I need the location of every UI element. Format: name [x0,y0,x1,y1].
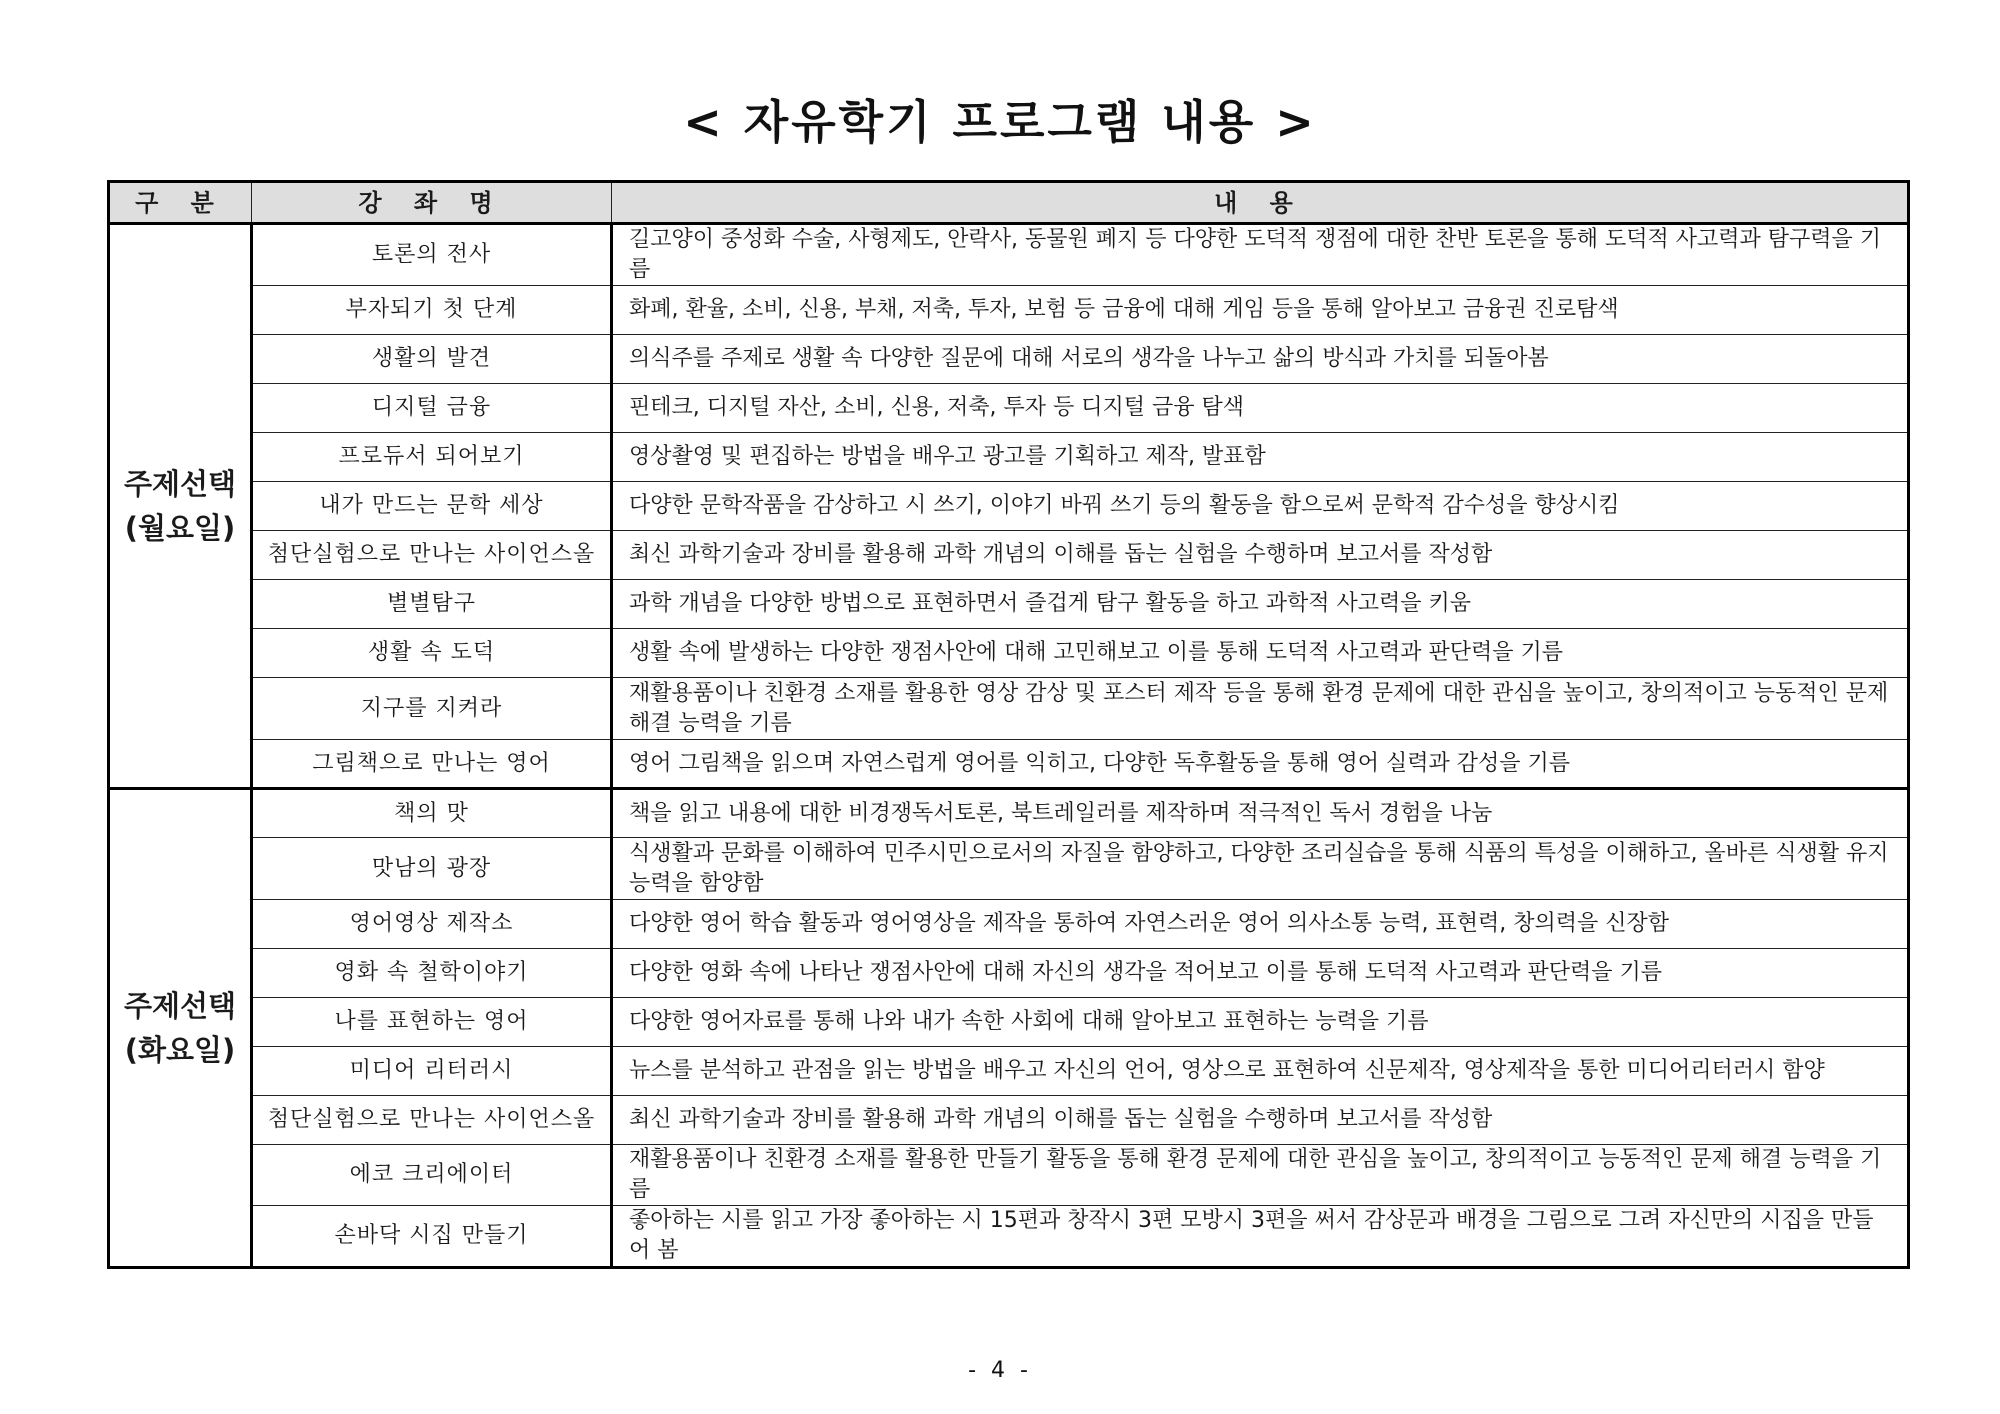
course-name: 생활 속 도덕 [252,629,612,678]
course-name: 영화 속 철학이야기 [252,949,612,998]
course-name: 그림책으로 만나는 영어 [252,740,612,789]
course-name: 프로듀서 되어보기 [252,433,612,482]
course-description: 길고양이 중성화 수술, 사형제도, 안락사, 동물원 폐지 등 다양한 도덕적 쟁점에 대한 찬반 토론을 통해 도덕적 사고력과 탐구력을 기름 [612,224,1909,286]
table-row [109,998,1909,1047]
category-day: (화요일) [124,1033,236,1067]
course-description: 핀테크, 디지털 자산, 소비, 신용, 저축, 투자 등 디지털 금융 탐색 [612,384,1909,433]
course-description: 과학 개념을 다양한 방법으로 표현하면서 즐겁게 탐구 활동을 하고 과학적 사고력을 키움 [612,580,1909,629]
course-name: 첨단실험으로 만나는 사이언스올 [252,1096,612,1145]
course-name: 맛남의 광장 [252,838,612,900]
course-name: 손바닥 시집 만들기 [252,1206,612,1268]
course-name: 별별탐구 [252,580,612,629]
table-row [109,900,1909,949]
table-row [109,629,1909,678]
table-row [109,433,1909,482]
header-description: 내 용 [612,182,1909,224]
group-monday [109,224,1909,789]
table-row [109,531,1909,580]
category-tuesday [109,789,252,1268]
course-name: 에코 크리에이터 [252,1145,612,1206]
course-description: 책을 읽고 내용에 대한 비경쟁독서토론, 북트레일러를 제작하며 적극적인 독서 경험을 나눔 [612,789,1909,838]
course-description: 영상촬영 및 편집하는 방법을 배우고 광고를 기획하고 제작, 발표함 [612,433,1909,482]
table-row [109,224,1909,286]
table-row [109,678,1909,740]
course-name: 영어영상 제작소 [252,900,612,949]
page-number: - 4 - [968,1358,1032,1383]
category-monday [109,224,252,789]
course-description: 좋아하는 시를 읽고 가장 좋아하는 시 15편과 창작시 3편 모방시 3편을 써서 감상문과 배경을 그림으로 그려 자신만의 시집을 만들어 봄 [612,1206,1909,1268]
course-name: 내가 만드는 문학 세상 [252,482,612,531]
table-row [109,1145,1909,1206]
category-title: 주제선택 [123,989,237,1023]
category-title: 주제선택 [123,467,237,501]
course-description: 다양한 문학작품을 감상하고 시 쓰기, 이야기 바꿔 쓰기 등의 활동을 함으로써 문학적 감수성을 향상시킴 [612,482,1909,531]
course-name: 미디어 리터러시 [252,1047,612,1096]
table-row [109,1096,1909,1145]
course-name: 디지털 금융 [252,384,612,433]
course-description: 생활 속에 발생하는 다양한 쟁점사안에 대해 고민해보고 이를 통해 도덕적 사고력과 판단력을 기름 [612,629,1909,678]
course-description: 최신 과학기술과 장비를 활용해 과학 개념의 이해를 돕는 실험을 수행하며 보고서를 작성함 [612,531,1909,580]
course-name: 생활의 발견 [252,335,612,384]
course-description: 뉴스를 분석하고 관점을 읽는 방법을 배우고 자신의 언어, 영상으로 표현하여 신문제작, 영상제작을 통한 미디어리터러시 함양 [612,1047,1909,1096]
course-description: 의식주를 주제로 생활 속 다양한 질문에 대해 서로의 생각을 나누고 삶의 방식과 가치를 되돌아봄 [612,335,1909,384]
course-name: 책의 맛 [252,789,612,838]
page-title: < 자유학기 프로그램 내용 > [683,95,1317,149]
category-day: (월요일) [124,511,236,545]
course-description: 재활용품이나 친환경 소재를 활용한 영상 감상 및 포스터 제작 등을 통해 환경 문제에 대한 관심을 높이고, 창의적이고 능동적인 문제 해결 능력을 기름 [612,678,1909,740]
group-tuesday [109,789,1909,1268]
course-description: 다양한 영어자료를 통해 나와 내가 속한 사회에 대해 알아보고 표현하는 능력을 기름 [612,998,1909,1047]
table-row [109,1206,1909,1268]
course-name: 부자되기 첫 단계 [252,286,612,335]
course-description: 다양한 영어 학습 활동과 영어영상을 제작을 통하여 자연스러운 영어 의사소통 능력, 표현력, 창의력을 신장함 [612,900,1909,949]
table-row [109,1047,1909,1096]
table-row [109,384,1909,433]
table-row [109,335,1909,384]
course-description: 최신 과학기술과 장비를 활용해 과학 개념의 이해를 돕는 실험을 수행하며 보고서를 작성함 [612,1096,1909,1145]
course-name: 토론의 전사 [252,224,612,286]
course-description: 재활용품이나 친환경 소재를 활용한 만들기 활동을 통해 환경 문제에 대한 관심을 높이고, 창의적이고 능동적인 문제 해결 능력을 기름 [612,1145,1909,1206]
table-row [109,740,1909,789]
course-name: 첨단실험으로 만나는 사이언스올 [252,531,612,580]
course-description: 식생활과 문화를 이해하여 민주시민으로서의 자질을 함양하고, 다양한 조리실습을 통해 식품의 특성을 이해하고, 올바른 식생활 유지능력을 함양함 [612,838,1909,900]
header-course: 강 좌 명 [252,182,612,224]
course-description: 화폐, 환율, 소비, 신용, 부채, 저축, 투자, 보험 등 금융에 대해 게임 등을 통해 알아보고 금융권 진로탐색 [612,286,1909,335]
table-row [109,482,1909,531]
program-table [107,180,1910,1269]
table-row [109,580,1909,629]
header-category: 구 분 [109,182,252,224]
table-row [109,286,1909,335]
course-name: 지구를 지켜라 [252,678,612,740]
table-header-row [109,182,1909,224]
table-row [109,949,1909,998]
course-description: 영어 그림책을 읽으며 자연스럽게 영어를 익히고, 다양한 독후활동을 통해 영어 실력과 감성을 기름 [612,740,1909,789]
table-row [109,838,1909,900]
course-description: 다양한 영화 속에 나타난 쟁점사안에 대해 자신의 생각을 적어보고 이를 통해 도덕적 사고력과 판단력을 기름 [612,949,1909,998]
course-name: 나를 표현하는 영어 [252,998,612,1047]
table-row [109,789,1909,838]
